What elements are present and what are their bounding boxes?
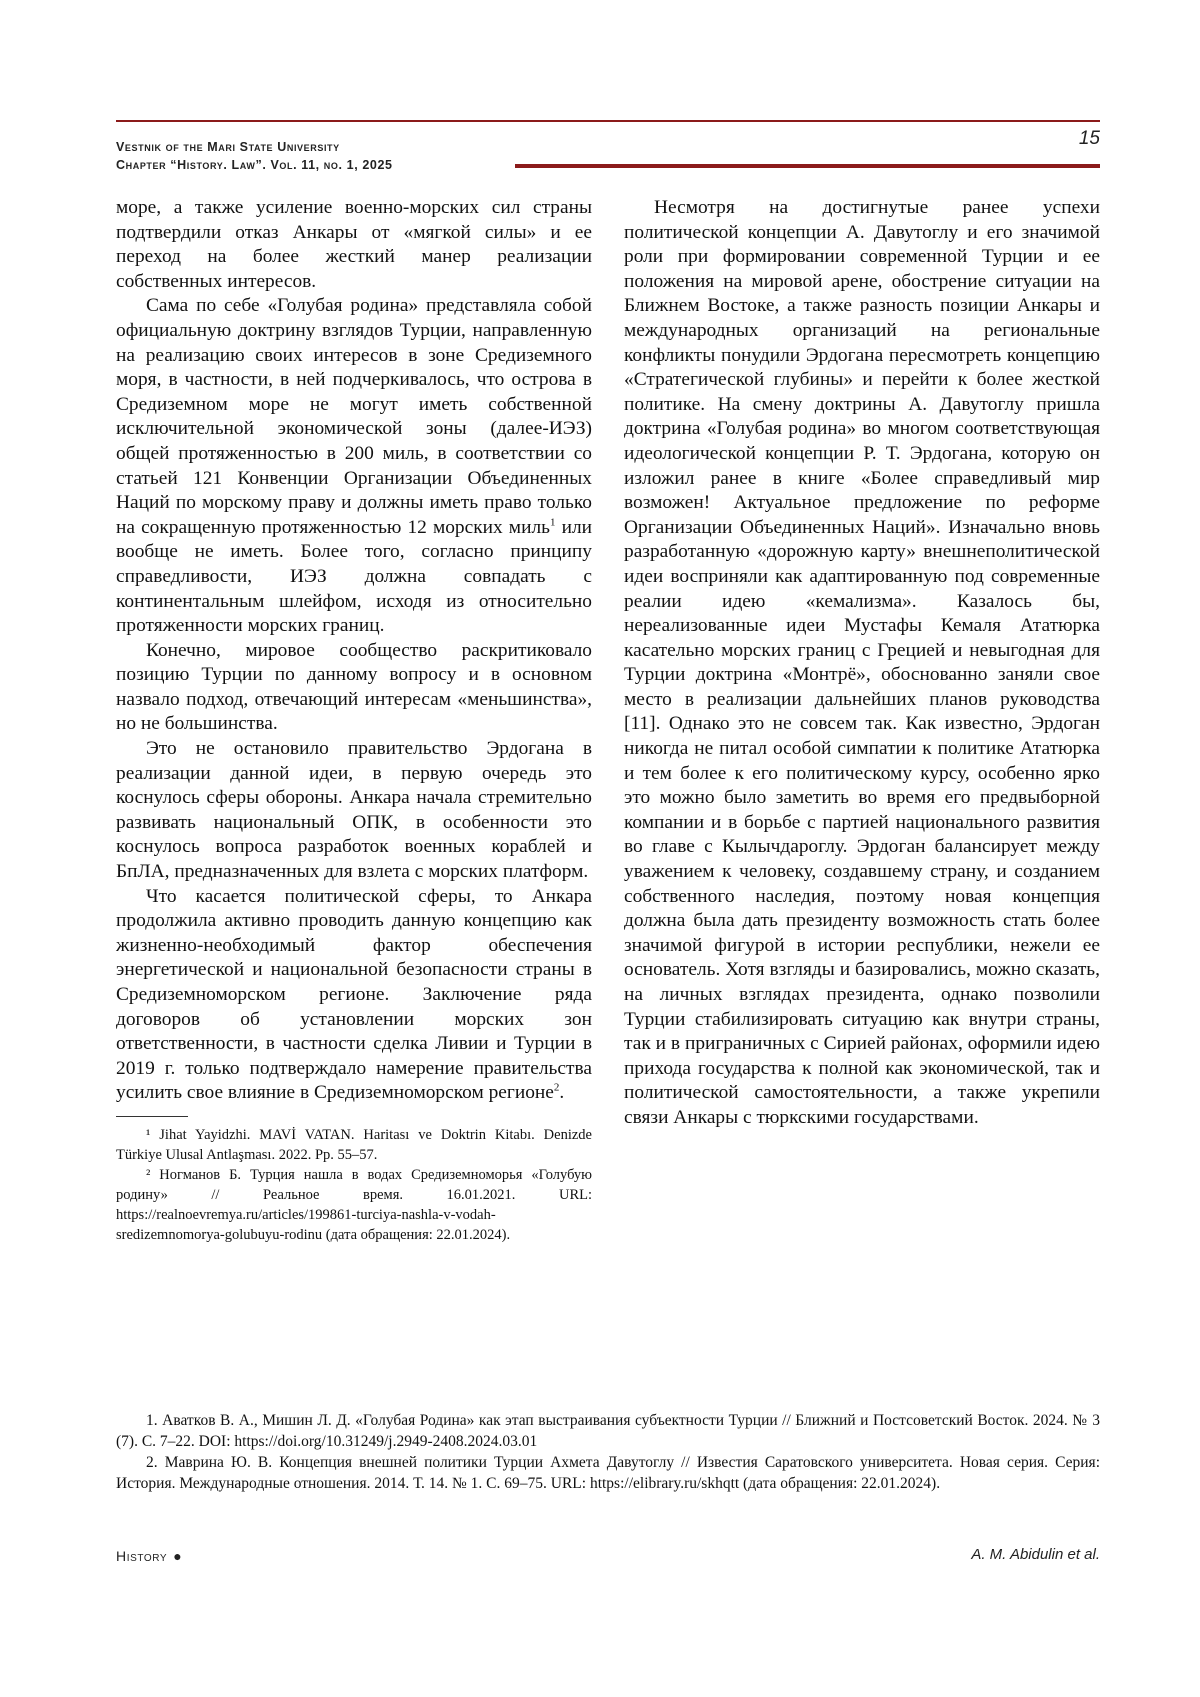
left-column [116, 196, 592, 1245]
left-paragraph-5-tail: . [559, 1082, 565, 1104]
footer-section-label: History [116, 1548, 168, 1564]
left-paragraph-5 [116, 885, 592, 1106]
reference-2: 2. Маврина Ю. В. Концепция внешней политики Турции Ахмета Давутоглу // Известия Саратовского университета. Новая серия. Серия: История. Международные отношения. 2014. Т. 14. № 1. С. 69–75. URL: https://elibrary.ru/skhqtt (дата обращения: 22.01.2024). [116, 1454, 1100, 1492]
footnote-ref-2[interactable]: 2 [553, 1081, 560, 1094]
left-paragraph-2-text: Сама по себе «Голубая родина» представляла собой официальную доктрину взглядов Турции, направленную на реализацию своих интересов в зоне Средиземного моря, в частности, в ней подчеркивалось, что острова в Средиземном море не могут иметь собственной исключительной экономической зоны (далее-ИЭЗ) общей протяженностью в 200 миль, в соответствии со статьей 121 Конвенции Организации Объединенных Наций по морскому праву и должны иметь право только на сокращенную протяженностью 12 морских миль [116, 295, 592, 538]
left-paragraph-3: Конечно, мировое сообщество раскритиковало позицию Турции по данному вопросу и в основном назвало подход, отвечающий интересам «меньшинства», но не большинства. [116, 639, 592, 735]
journal-title-line2: Chapter “History. Law”. Vol. 11, no. 1, 2025 [116, 158, 393, 172]
journal-title [116, 138, 393, 174]
reference-1: 1. Аватков В. А., Мишин Л. Д. «Голубая Родина» как этап выстраивания субъектности Турции // Ближний и Постсоветский Восток. 2024. № 3 (7). С. 7–22. DOI: https://doi.org/10.31249/j.2949-2408.2024.03.01 [116, 1412, 1100, 1450]
footnote-ref-1[interactable]: 1 [549, 516, 556, 529]
journal-title-line1: Vestnik of the Mari State University [116, 140, 340, 154]
references-list [116, 1410, 1100, 1494]
footer-section [116, 1548, 182, 1564]
footnote-2: ² Ногманов Б. Турция нашла в водах Средиземноморья «Голубую родину» // Реальное время. 16.01.2021. URL: https://realnoevremya.ru/articles/199861-turciya-nashla-v-vodah-sredizemnomorya-golubuyu-rodinu (дата обращения: 22.01.2024). [116, 1166, 592, 1243]
left-paragraph-1: море, а также усиление военно-морских сил страны подтвердили отказ Анкары от «мягкой силы» и ее переход на более жесткий манер реализации собственных интересов. [116, 197, 592, 292]
right-column [624, 196, 1100, 1131]
footnote-divider [116, 1116, 188, 1117]
left-paragraph-4: Это не остановило правительство Эрдогана в реализации данной идеи, в первую очередь это коснулось сферы обороны. Анкара начала стремительно развивать национальный ОПК, в особенности это коснулось вопроса разработок военных кораблей и БпЛА, предназначенных для взлета с морских платформ. [116, 738, 592, 883]
page-number: 15 [1078, 128, 1100, 149]
footer-authors: A. M. Abidulin et al. [971, 1546, 1100, 1563]
left-paragraph-2 [116, 294, 592, 638]
left-paragraph-2-tail: или вообще не иметь. Более того, согласно принципу справедливости, ИЭЗ должна совпадать с континентальным шлейфом, исходя из относительно протяженности морских границ. [116, 516, 593, 637]
footnote-1: ¹ Jihat Yayidzhi. MAVİ VATAN. Haritası ve Doktrin Kitabı. Denizde Türkiye Ulusal Antlaşması. 2022. Pp. 55–57. [116, 1126, 592, 1163]
right-paragraph-1: Несмотря на достигнутые ранее успехи политической концепции А. Давутоглу и его значимой роли при формировании современной Турции и ее положения на мировой арене, обострение ситуации на Ближнем Востоке, а также разность позиции Анкары и международных организаций на региональные конфликты понудили Эрдогана пересмотреть концепцию «Стратегической глубины» и перейти к более жесткой политике. На смену доктрины А. Давутоглу пришла доктрина «Голубая родина» во многом соответствующая идеологической концепции Р. Т. Эрдогана, которую он изложил ранее в книге «Более справедливый мир возможен! Актуальное предложение по реформе Организации Объединенных Наций». Изначально вновь разработанную «дорожную карту» внешнеполитической идеи восприняли как адаптированную под современные реалии идею «кемализма». Казалось бы, нереализованные идеи Мустафы Кемаля Ататюрка касательно морских границ с Грецией и невыгодная для Турции доктрина «Монтрё», обоснованно заняли свое место в реализации дальнейших планов руководства [11]. Однако это не совсем так. Как известно, Эрдоган никогда не питал особой симпатии к политике Ататюрка и тем более к его политическому курсу, особенно ярко это можно было заметить во время его предвыборной компании и в борьбе с партией национального развития во главе с Кылычдароглу. Эрдоган балансирует между уважением к человеку, создавшему страну, и созданием собственного наследия, поэтому новая концепция должна была дать президенту возможность стать более значимой фигурой в истории республики, нежели ее основатель. Хотя взгляды и базировались, можно сказать, на личных взглядах президента, однако позволили Турции стабилизировать ситуацию как внутри страны, так и в приграничных с Сирией районах, оформили идею прихода государства к полной как экономической, так и политической самостоятельности, а также укрепили связи Анкары с тюркскими государствами. [624, 197, 1100, 1128]
footer-bullet-icon: ● [173, 1548, 182, 1564]
left-paragraph-5-text: Что касается политической сферы, то Анкара продолжила активно проводить данную концепцию как жизненно-необходимый фактор обеспечения энергетической и национальной безопасности страны в Средиземноморском регионе. Заключение ряда договоров об установлении морских зон ответственности, в частности сделка Ливии и Турции в 2019 г. только подтверждало намерение правительства усилить свое влияние в Средиземноморском регионе [116, 885, 592, 1104]
header-rule-accent [515, 164, 1100, 168]
header-rule-top [116, 120, 1100, 122]
